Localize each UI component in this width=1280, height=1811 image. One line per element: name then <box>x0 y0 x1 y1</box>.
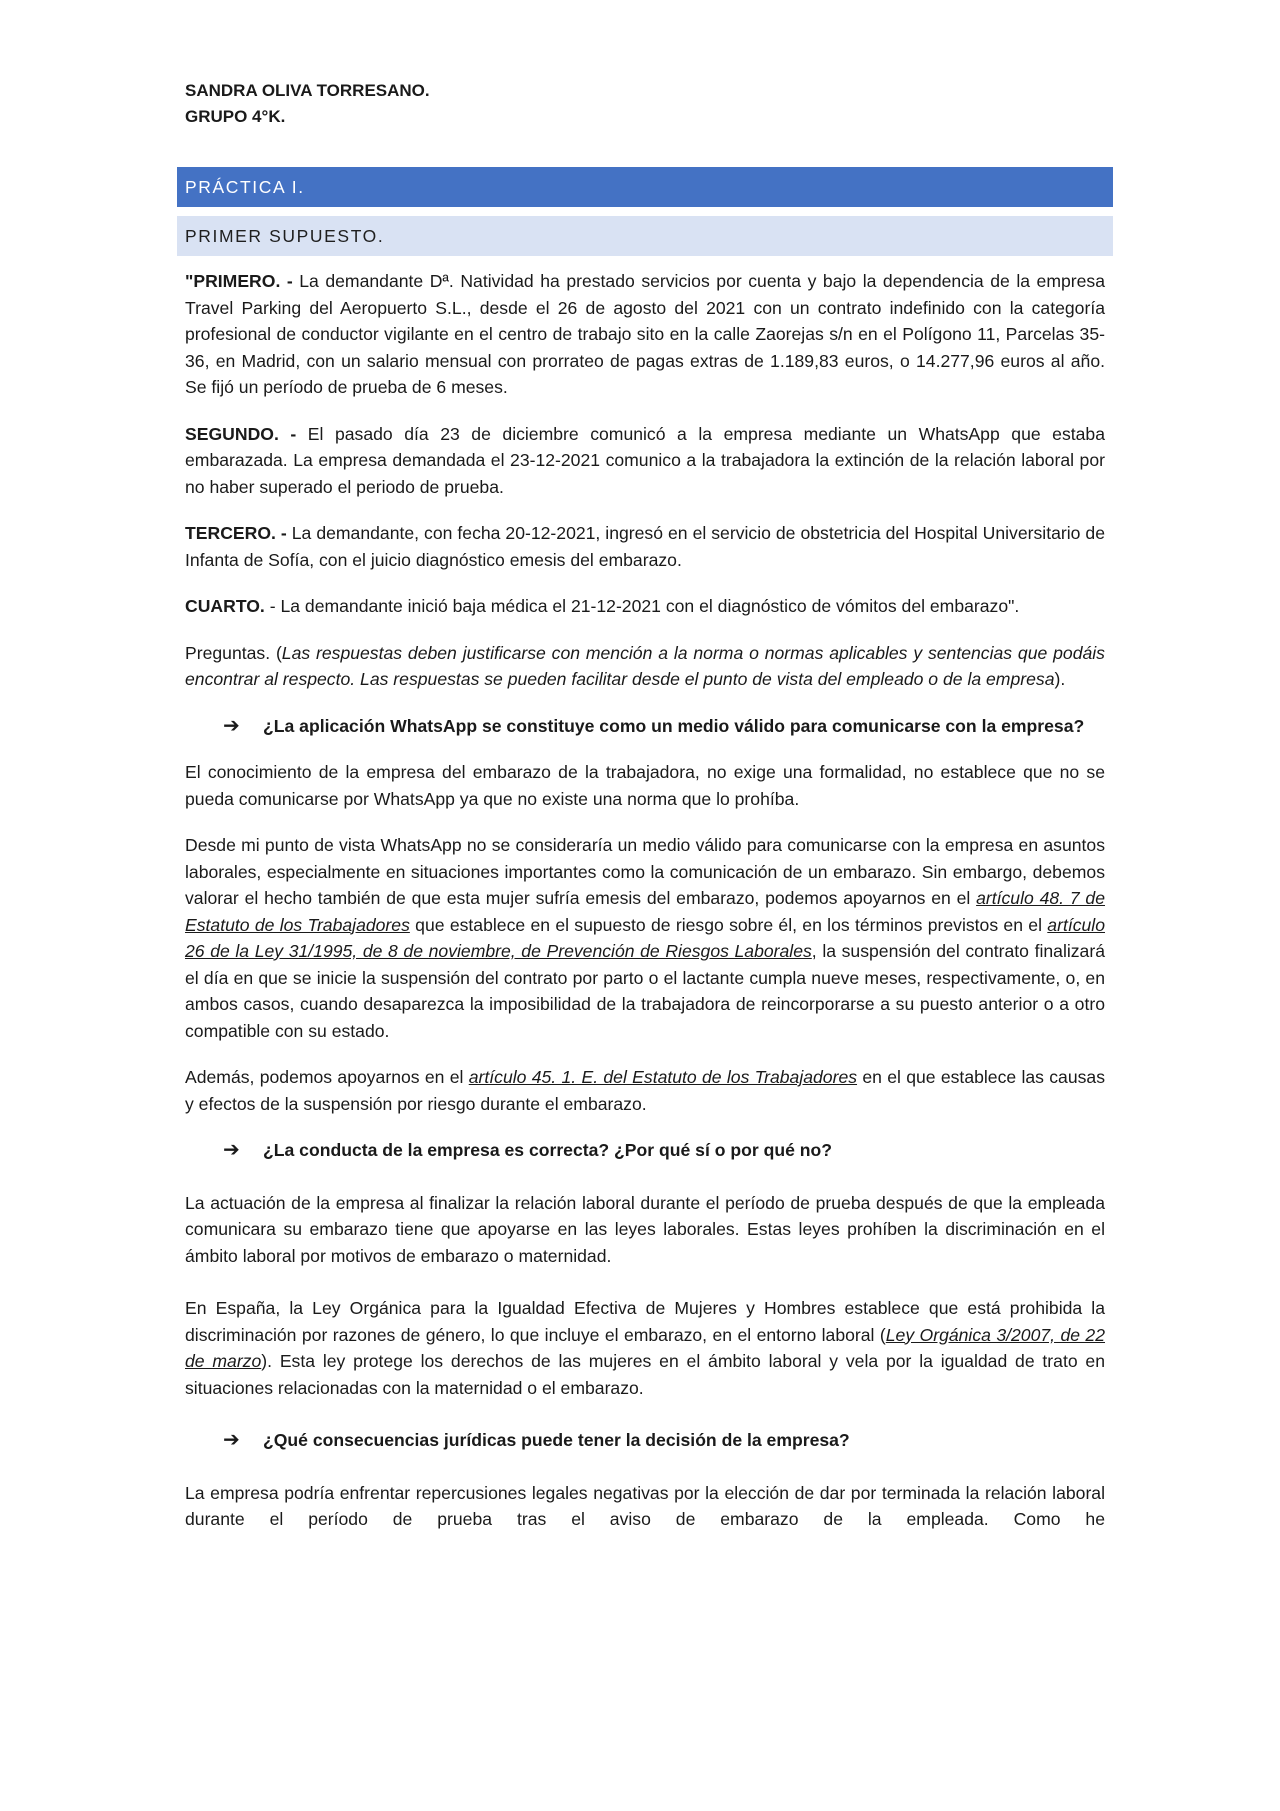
case-heading: PRIMER SUPUESTO. <box>177 216 1113 256</box>
fact-segundo-text: El pasado día 23 de diciembre comunicó a la empresa mediante un WhatsApp que estaba embarazada. La empresa demandada el 23-12-2021 comunico a la trabajadora la extinción de la relación laboral por no haber superado el periodo de prueba. <box>185 423 1106 497</box>
question-2 <box>185 1137 1105 1164</box>
question-2-text: ¿La conducta de la empresa es correcta? ¿Por qué sí o por qué no? <box>263 1140 832 1160</box>
reference-link-lo-3-2007[interactable]: Ley Orgánica 3/2007, de 22 de marzo <box>185 1324 1105 1371</box>
answer-1-paragraph-1: El conocimiento de la empresa del embarazo de la trabajadora, no exige una formalidad, no establece que no se pueda comunicarse por WhatsApp ya que no existe una norma que lo prohíba. <box>185 762 1105 809</box>
answer-1-text-c: , la suspensión del contrato finalizará el día en que se inicie la suspensión del contrato por parto o el lactante cumpla nueve meses, respectivamente, o, en ambos casos, cuando desaparezca la imposibilidad de la trabajadora de reincorporarse a su puesto anterior o a otro compatible con su estado. <box>185 941 1105 1041</box>
answer-2-paragraph-1: La actuación de la empresa al finalizar la relación laboral durante el período de prueba después de que la empleada comunicara su embarazo tiene que apoyarse en las leyes laborales. Estas leyes prohíben la discriminación en el ámbito laboral por motivos de embarazo o maternidad. <box>185 1192 1105 1266</box>
questions-intro-lead: Preguntas. ( <box>185 642 282 663</box>
fact-cuarto-text: - La demandante inició baja médica el 21-12-2021 con el diagnóstico de vómitos del embarazo". <box>264 596 1020 616</box>
fact-primero <box>185 268 1105 401</box>
fact-tercero-label: TERCERO. - <box>185 523 287 543</box>
arrow-icon: ➔ <box>223 1429 240 1451</box>
question-3-text: ¿Qué consecuencias jurídicas puede tener la decisión de la empresa? <box>263 1430 850 1450</box>
practice-heading: PRÁCTICA I. <box>177 167 1113 207</box>
answer-1-paragraph-2 <box>185 832 1105 1044</box>
document-main <box>185 268 1105 1553</box>
question-1 <box>185 713 1105 740</box>
answer-2-text-b: ). Esta ley protege los derechos de las mujeres en el ámbito laboral y vela por la igualdad de trato en situaciones relacionadas con la maternidad o el embarazo. <box>185 1351 1106 1398</box>
answer-1-text-a: Desde mi punto de vista WhatsApp no se consideraría un medio válido para comunicarse con la empresa en asuntos laborales, especialmente en situaciones importantes como la comunicación de un embarazo. Sin embargo, debemos valorar el hecho también de que esta mujer sufría emesis del embarazo, podemos apoyarnos en el <box>185 835 1105 908</box>
question-1-text: ¿La aplicación WhatsApp se constituye como un medio válido para comunicarse con la empresa? <box>263 715 1085 736</box>
answer-1-text-b: que establece en el supuesto de riesgo sobre él, en los términos previstos en el <box>409 914 1048 935</box>
fact-tercero-text: La demandante, con fecha 20-12-2021, ingresó en el servicio de obstetricia del Hospital Universitario de Infanta de Sofía, con el juicio diagnóstico emesis del embarazo. <box>185 523 1105 570</box>
fact-cuarto-label: CUARTO. <box>185 596 265 616</box>
reference-link-lprl-26[interactable]: artículo 26 de la Ley 31/1995, de 8 de noviembre, de Prevención de Riesgos Laborales <box>185 914 1105 961</box>
fact-segundo <box>185 421 1105 501</box>
questions-intro <box>185 640 1105 693</box>
answer-1-text-d: Además, podemos apoyarnos en el <box>185 1067 469 1087</box>
fact-segundo-label: SEGUNDO. - <box>185 423 297 444</box>
reference-link-et-45-1-e[interactable]: artículo 45. 1. E. del Estatuto de los Trabajadores <box>468 1067 858 1087</box>
answer-3-paragraph-1: La empresa podría enfrentar repercusiones legales negativas por la elección de dar por terminada la relación laboral durante el período de prueba tras el aviso de embarazo de la empleada. Como he <box>185 1482 1105 1529</box>
fact-primero-text: La demandante Dª. Natividad ha prestado servicios por cuenta y bajo la dependencia de la empresa Travel Parking del Aeropuerto S.L., desde el 26 de agosto del 2021 con un contrato indefinido con la categoría profesional de conductor vigilante en el centro de trabajo sito en la calle Zaorejas s/n en el Polígono 11, Parcelas 35- 36, en Madrid, con un salario mensual con prorrateo de pagas extras de 1.189,83 euros, o 14.277,96 euros al año. Se fijó un período de prueba de 6 meses. <box>185 271 1105 397</box>
group-label: GRUPO 4°K. <box>185 107 286 126</box>
question-3 <box>185 1427 1105 1454</box>
arrow-icon: ➔ <box>223 1139 240 1161</box>
author-name: SANDRA OLIVA TORRESANO. <box>185 81 430 100</box>
answer-1-text-e: en el que establece las causas y efectos de la suspensión por riesgo durante el embarazo. <box>185 1067 1105 1114</box>
fact-primero-label: "PRIMERO. - <box>185 271 293 291</box>
fact-tercero <box>185 520 1105 573</box>
answer-2-text-a: En España, la Ley Orgánica para la Igualdad Efectiva de Mujeres y Hombres establece que está prohibida la discriminación por razones de género, lo que incluye el embarazo, en el entorno laboral ( <box>185 1298 1105 1345</box>
document-body <box>185 78 1105 130</box>
arrow-icon: ➔ <box>223 714 240 737</box>
answer-2-paragraph-2 <box>185 1295 1105 1401</box>
reference-link-et-48-7[interactable]: artículo 48. 7 de Estatuto de los Trabajadores <box>185 888 1105 935</box>
questions-intro-italic: Las respuestas deben justificarse con mención a la norma o normas aplicables y sentencias que podáis encontrar al respecto. Las respuestas se pueden facilitar desde el punto de vista del empleado o de la empresa <box>185 642 1105 689</box>
questions-intro-tail: ). <box>1054 669 1066 689</box>
fact-cuarto <box>185 593 1105 620</box>
answer-1-paragraph-3 <box>185 1064 1105 1117</box>
